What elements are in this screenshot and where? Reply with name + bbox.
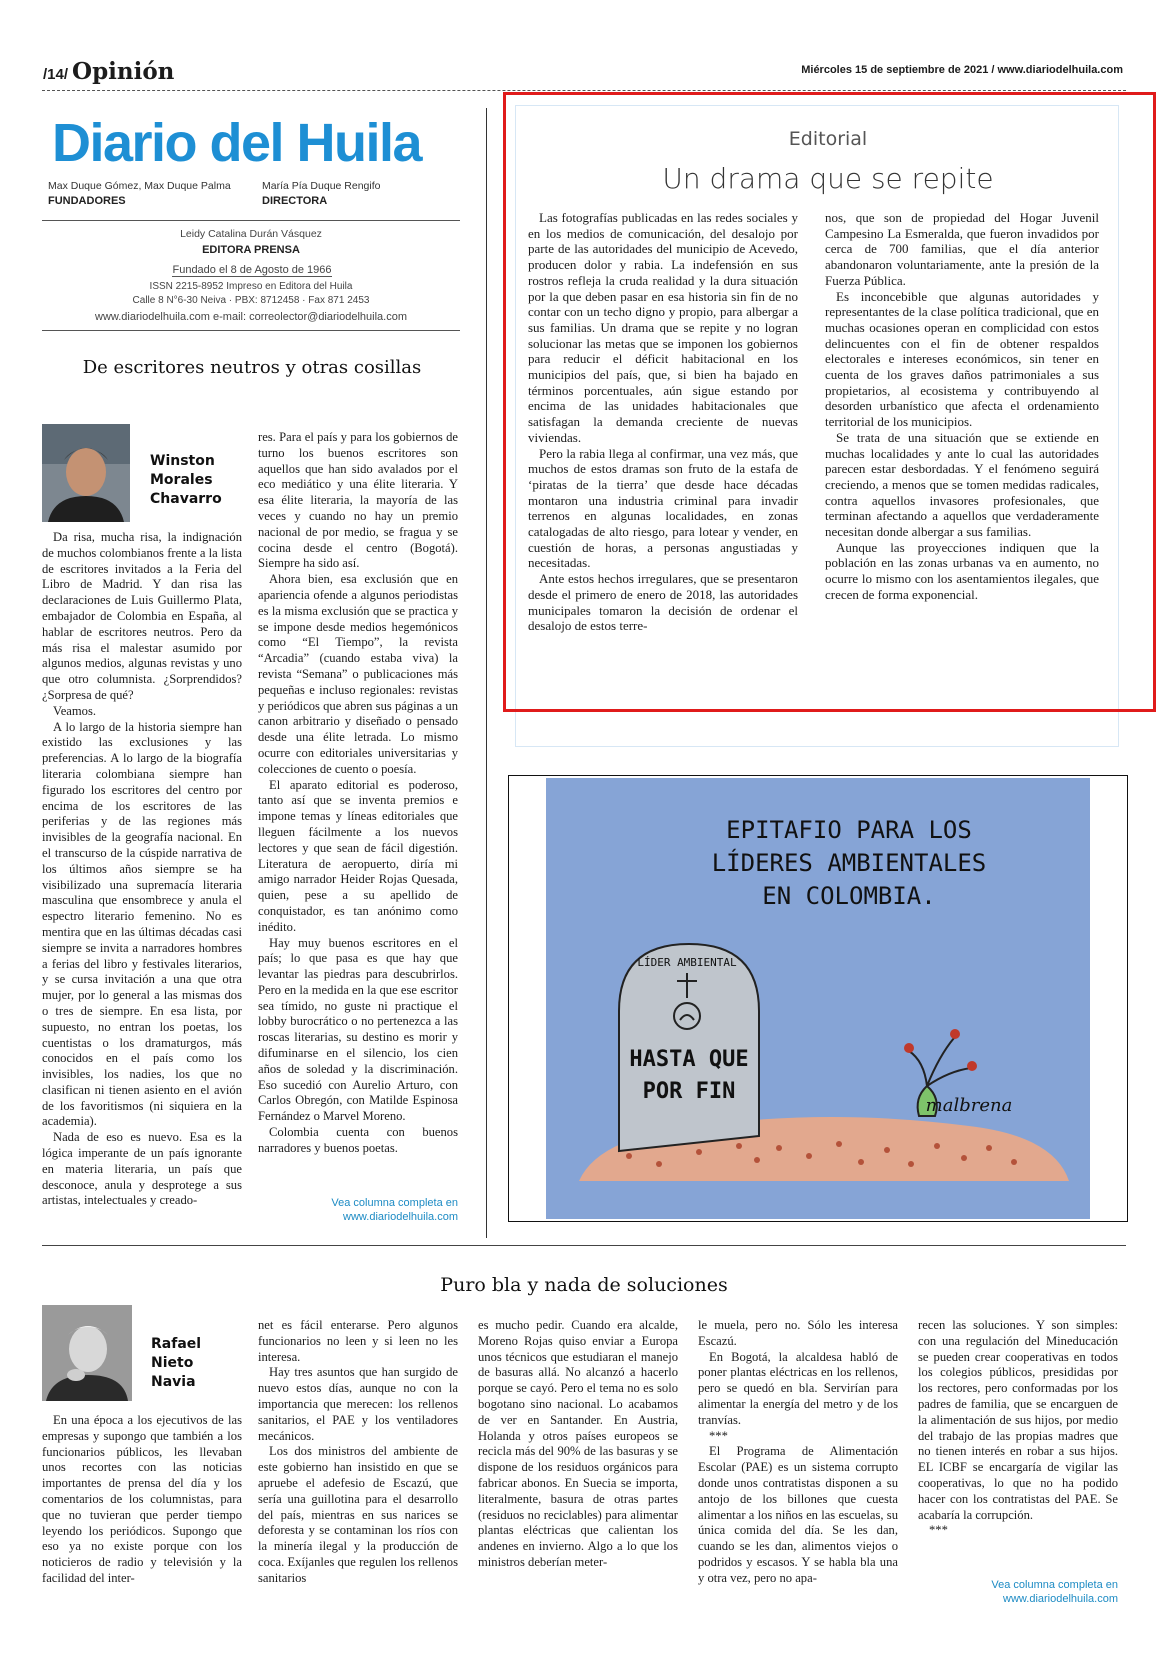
read-more-link-2[interactable]: Vea columna completa en www.diariodelhuila.com [991,1579,1118,1605]
director-role: DIRECTORA [262,195,328,207]
author2-photo [42,1305,132,1401]
editorial-text-a: Las fotografías publicadas en las redes sociales y en los medios de comunicación, del desalojo por parte de las autoridades del municipio de Acevedo, producen dolor y rabia. La indefensión en sus rostros refleja la cruda realidad y la dura situación por la que deben pasar en esa historia sin fin de no contar con un techo digno y propio, para albergar a sus familias. Un drama que se repite y no logran solucionar las metas que se imponen los gobiernos para reducir el déficit habitacional en los municipios del país, que, si bien ha bajado en términos porcentuales, aún sigue estando por encima de las unidades habitacionales que satisfagan la demanda creciente de nuevas viviendas. Pero la rabia llega al confirmar, una vez más, que muchos de estos dramas son fruto de la estafa de ‘piratas de la tierra’ que desde hace décadas montaron una industria criminal para invadir terrenos en algunas localidades, en zonas catalogadas de alto riesgo, para lotear y vender, en cuestión de horas, a personas angustiadas y necesitadas. Ante estos hechos irregulares, que se presentaron desde el primero de enero de 2018, las autoridades municipales tomaron la decisión de ordenar el desalojo de estos terre- [528,210,798,634]
founded-date: Fundado el 8 de Agosto de 1966 [172,264,332,276]
page-header-left [43,58,174,85]
editorial-text-b: nos, que son de propiedad del Hogar Juvenil Campesino La Esmeralda, que fueron invadidos por cerca de 700 familias, que el día anterior abandonaron voluntariamente, ante la presión de la Fuerza Pública. Es inconcebible que algunas autoridades y representantes de la clase política tradicional, que en muchas ocasiones operan en complicidad con estos delincuentes con el fin de obtener respaldos electorales e intereses económicos, sin tener en cuenta de los graves daños patrimoniales a sus propietarios, al ecosistema y contribuyendo al desorden urbanístico que afecta el ordenamiento territorial de los municipios. Se trata de una situación que se extiende en muchas localidades y ante lo cual las autoridades parecen estar desbordadas. Y el fenómeno seguirá creciendo, a menos que se tomen medidas radicales, contra aquellos invasores profesionales, que terminan afectando a aquellos que verdaderamente necesitan donde albergar a sus familias. Aunque las proyecciones indiquen que la población en las zonas urbanas va en aumento, no ocurre lo mismo con los asentamientos ilegales, que crecen de forma exponencial. [825,210,1099,602]
issn-line: ISSN 2215-8952 Impreso en Editora del Huila [149,281,353,292]
cartoonist-signature: malbrena [925,1095,1013,1116]
section-title: Opinión [72,58,175,85]
masthead-divider [42,220,460,221]
read-more-link[interactable]: Vea columna completa en www.diariodelhuila.com [331,1197,458,1223]
newspaper-logo: Diario del Huila [52,113,422,173]
column1-text-b: res. Para el país y para los gobiernos de turno los buenos escritores son aquellos que han sido avalados por el eco mediático y una élite literaria. Y esa élite literaria, la mayoría de las veces y cuando no hay un premio nacional de por medio, se fragua y se cocina desde el centro (Bogotá). Siempre ha sido así. Ahora bien, esa exclusión que en apariencia ofende a algunos periodistas es la misma exclusión que se practica y se impone desde medios hegemónicos como “El Tiempo”, la revista “Arcadia” (cuando estaba viva) la revista “Semana” o publicaciones más pequeñas e incluso regionales: revistas y periódicos que abren sus páginas a un canon arbitrario y diseñado o pensado desde una élite letrada. Lo mismo ocurre con editoriales universitarias y colecciones de cuento o poesía. El aparato editorial es poderoso, tanto así que se inventa premios e impone temas y líneas editoriales que lleguen fácilmente a los nuevos lectores y que sean de fácil digestión. Literatura de aeropuerto, diría mi amigo narrador Heider Rojas Quesada, quien, pese a su apellido de conquistador, es tan anónimo como inédito. Hay muy buenos escritores en el país; lo que pasa es que hay que levantar las piedras para descubrirlos. Pero en la medida en la que ese escritor sea tímido, no guste ni practique el lobby burocrático o no pertenezca a las roscas literarias, su destino es morir y difuminarse en el silencio, los cien años de soledad y la discriminación. Eso sucedió con Aurelio Arturo, con Carlos Obregón, con Matilde Espinosa Fernández o Marvel Moreno. Colombia cuenta con buenos narradores y buenos poetas. [258,430,458,1155]
column2-text-d: le muela, pero no. Sólo les interesa Escazú. En Bogotá, la alcaldesa habló de poner plantas eléctricas en los rellenos, pero se quedó en bla. Servirían para alimentar la energía del metro y de los tranvías. *** El Programa de Alimentación Escolar (PAE) es un sistema corrupto donde unos contratistas disponen a su antojo de los billones que cuesta alimentar a los niños en las escuelas, su única comida del día. Se les dan, cuando se les dan, alimentos viejos o podridos y escasos. Y se habla bla una y otra vez, pero no apa- [698,1318,898,1585]
page-number: /14/ [43,66,69,83]
founders-role: FUNDADORES [48,195,126,207]
director-name: María Pía Duque Rengifo [262,180,381,192]
editorial-kicker: Editorial [788,128,868,150]
contact-line: www.diariodelhuila.com e-mail: correolector@diariodelhuila.com [95,311,407,323]
tombstone-arc-text: LÍDER AMBIENTAL [637,956,737,969]
column-divider [486,108,487,1238]
editor-name: Leidy Catalina Durán Vásquez [180,228,322,240]
tombstone-text-1: HASTA QUE [629,1047,749,1072]
column-title: De escritores neutros y otras cosillas [82,357,422,378]
author-name: Winston Morales Chavarro [150,453,222,507]
column2-title: Puro bla y nada de soluciones [440,1274,728,1296]
column2-text-e: recen las soluciones. Y son simples: con una regulación del Mineducación se pueden crear cooperativas en todos los colegios públicos, presididas por los rectores, pero conformadas por los padres de familia, que se encarguen de la alimentación de sus hijos, por medio del trabajo de las propias madres que no tienen interés en robar a sus hijos. EL ICBF se encargaría de vigilar las cooperativas, lo que no ha podido hacer con los contratistas del PAE. Se acabaría la corrupción. *** [918,1318,1118,1538]
author2-name: Rafael Nieto Navia [151,1336,202,1390]
editor-role: EDITORA PRENSA [202,244,300,256]
cartoon-caption-3: EN COLOMBIA. [762,882,936,910]
header-divider [42,90,1126,91]
column2-text-a: En una época a los ejecutivos de las empresas y supongo que también a los funcionarios públicos, les llevaban unos recortes con las noticias importantes de prensa del día y los comentarios de los columnistas, para que no tuvieran que perder tiempo leyendo los periódicos. Supongo que eso ya no existe porque con los noticieros de radio y televisión y la facilidad del inter- [42,1413,242,1585]
section-divider [42,1245,1126,1246]
editorial-title: Un drama que se repite [662,162,994,195]
column2-text-c: es mucho pedir. Cuando era alcalde, Moreno Rojas quiso enviar a Europa unos técnicos que estudiaran el manejo de basuras allá. No alcanzó a hacerlo porque se cayó. Pero el tema no es solo bogotano sino nacional. Lo acabamos de ver en Santander. En Austria, Holanda y otros países europeos se recicla más del 90% de las basuras y se dispone de los residuos orgánicos para fabricar abonos. En Suecia se importa, literalmente, basura de otras partes (residuos no reciclables) para alimentar plantas eléctricas que calientan los andenes en invierno. Algo a lo que los ministros deberían meter- [478,1318,678,1569]
cartoon-caption-1: EPITAFIO PARA LOS [726,816,972,844]
editorial-cartoon [508,775,1128,1222]
column1-text-a: Da risa, mucha risa, la indignación de muchos colombianos frente a la lista de escritores invitados a la Feria del Libro de Madrid. Y dan risa las declaraciones de Luis Guillermo Plata, embajador de Colombia en España, al hablar de escritores neutros. Pero da más risa el malestar asumido por algunos medios, algunas revistas y uno que otro columnista. ¿Sorprendidos? ¿Sorpresa de qué? Veamos. A lo largo de la historia siempre han existido las exclusiones y las preferencias. A lo largo de la biografía literaria colombiana siempre han figurado los escritores del centro por encima de los escritores de las periferias y de las regiones más invisibles de la geografía nacional. En el transcurso de la cúspide narrativa de los últimos años siempre se ha visibilizado una supremacía literaria masculina que ensombrece y anula el espectro literario femenino. No es mentira que en las últimas décadas casi siempre se invita a narradores hombres a ferias del libro y festivales literarios, y se cursa invitación a una que otra mujer, por lo general a las mismas dos o tres de siempre. En esa lista, por supuesto, no entran los poetas, los cuentistas o los dramaturgos, más conocidos en el país como los invisibles, los nadies, los que no clasifican ni tienen asiento en el avión de los favoritismos (ni siquiera en la academia). Nada de eso es nuevo. Esa es la lógica imperante de un país ignorante en materia literaria, un país que desconoce, anula y desprotege a sus artistas, intelectuales y creado- [42,530,242,1208]
address-line: Calle 8 N°6-30 Neiva · PBX: 8712458 · Fax 871 2453 [132,295,370,306]
cartoon-caption-2: LÍDERES AMBIENTALES [711,849,987,877]
column2-text-b: net es fácil enterarse. Pero algunos funcionarios no leen y si leen no les interesa. Hay tres asuntos que han surgido de nuevo estos días, aunque no con la importancia que merecen: los rellenos sanitarios, el PAE y los ventiladores mecánicos. Los dos ministros del ambiente de este gobierno han insistido en que se apruebe el adefesio de Escazú, que sería una guillotina para el desarrollo del país, mientras en sus narices se deforesta y se contaminan los ríos con la minería ilegal y la producción de coca. Exíjanles que regulen los rellenos sanitarios [258,1318,458,1585]
masthead-bottom-rule [42,330,460,331]
author-photo [42,424,130,522]
director-block [262,180,462,207]
header-date: Miércoles 15 de septiembre de 2021 / www.diariodelhuila.com [801,64,1123,76]
founders-names: Max Duque Gómez, Max Duque Palma [48,180,231,192]
tombstone-text-2: POR FIN [642,1079,736,1104]
founders-block [48,180,258,207]
